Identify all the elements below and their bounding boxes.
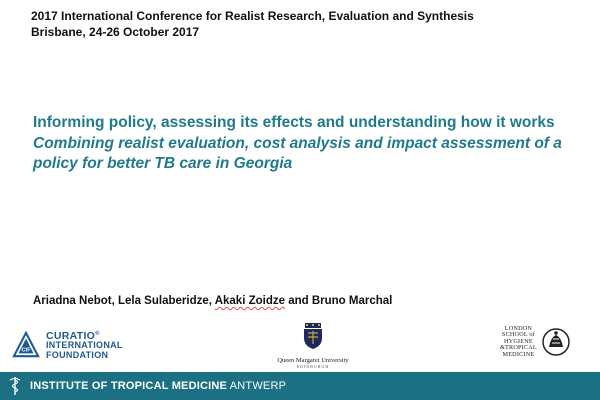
curatio-logo bbox=[12, 327, 123, 363]
curatio-mark-text: CIF bbox=[21, 347, 31, 354]
presentation-subtitle: Combining realist evaluation, cost analysis and impact assessment of a policy for better TB care in Georgia bbox=[33, 135, 562, 172]
conference-name: 2017 International Conference for Realist Research, Evaluation and Synthesis bbox=[31, 9, 474, 23]
lshtm-line-1: LONDON bbox=[504, 325, 533, 332]
lshtm-line-2: SCHOOL of bbox=[501, 331, 535, 339]
qmu-city: EDINBURGH bbox=[296, 364, 330, 369]
curatio-triangle-icon bbox=[12, 331, 40, 359]
curatio-line-1: CURATIO bbox=[46, 329, 96, 342]
footer-light: ANTWERP bbox=[227, 380, 287, 392]
title-block bbox=[33, 113, 578, 174]
lshtm-wordmark bbox=[500, 326, 537, 358]
curatio-line-3: FOUNDATION bbox=[46, 349, 109, 360]
presentation-title: Informing policy, assessing its effects and understanding how it works bbox=[33, 114, 555, 131]
author-underlined: Akaki Zoidze bbox=[214, 295, 286, 307]
conference-location-date: Brisbane, 24-26 October 2017 bbox=[31, 25, 200, 39]
footer-bar bbox=[0, 372, 600, 400]
footer-institute-name bbox=[30, 380, 286, 392]
author-list bbox=[33, 295, 392, 307]
conference-header bbox=[31, 8, 474, 40]
curatio-wordmark bbox=[46, 330, 123, 361]
qmu-logo bbox=[272, 322, 354, 369]
curatio-line-2: INTERNATIONAL bbox=[46, 340, 123, 351]
qmu-crest-icon bbox=[302, 322, 324, 350]
lshtm-line-4: &TROPICAL bbox=[500, 344, 537, 352]
curatio-registered: ® bbox=[95, 330, 100, 337]
footer-bold: INSTITUTE OF TROPICAL MEDICINE bbox=[30, 380, 228, 392]
authors-part-2: and Bruno Marchal bbox=[285, 295, 393, 307]
itm-caduceus-icon bbox=[8, 376, 22, 396]
lshtm-line-3: HYGIENE bbox=[503, 337, 533, 345]
lshtm-line-5: MEDICINE bbox=[502, 350, 535, 358]
lshtm-emblem-icon bbox=[541, 327, 571, 357]
lshtm-logo bbox=[500, 326, 571, 358]
qmu-name: Queen Margaret University bbox=[277, 357, 349, 364]
authors-part-1: Ariadna Nebot, Lela Sulaberidze, bbox=[33, 295, 215, 307]
